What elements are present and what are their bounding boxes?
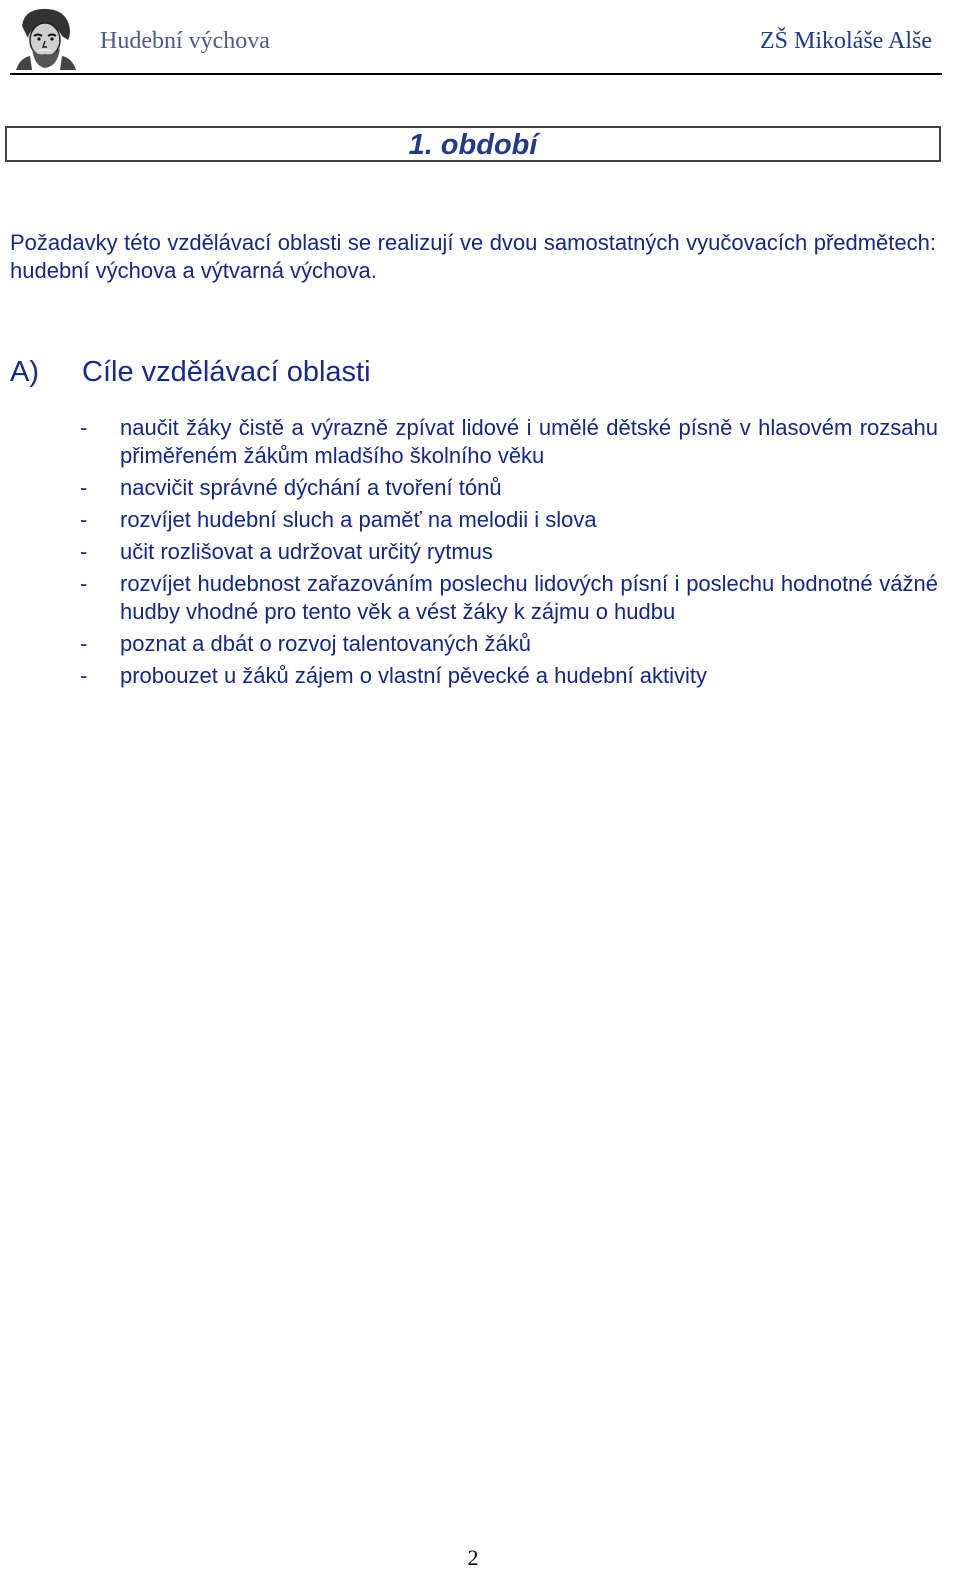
portrait-logo-icon xyxy=(12,4,80,70)
list-item-text: rozvíjet hudebnost zařazováním poslechu lidových písní i poslechu hodnotné vážné hudby vhodné pro tento věk a vést žáky k zájmu o hudbu xyxy=(120,571,938,624)
period-title-box xyxy=(5,126,941,162)
list-item xyxy=(80,662,938,690)
list-item xyxy=(80,506,938,534)
list-item-text: nacvičit správné dýchání a tvoření tónů xyxy=(120,475,502,500)
list-item xyxy=(80,538,938,566)
bullet-dash: - xyxy=(80,475,88,500)
list-item-text: poznat a dbát o rozvoj talentovaných žáků xyxy=(120,631,531,656)
list-item xyxy=(80,630,938,658)
bullet-dash: - xyxy=(80,539,88,564)
list-item-text: rozvíjet hudební sluch a paměť na melodii i slova xyxy=(120,507,597,532)
page-header xyxy=(10,0,942,76)
section-title: Cíle vzdělávací oblasti xyxy=(82,356,371,388)
list-item xyxy=(80,414,938,470)
bullet-dash: - xyxy=(80,631,88,656)
intro-paragraph: Požadavky této vzdělávací oblasti se realizují ve dvou samostatných vyučovacích předmětech: hudební výchova a výtvarná výchova. xyxy=(10,230,936,283)
goals-list xyxy=(80,414,938,694)
list-item-text: naučit žáky čistě a výrazně zpívat lidové i umělé dětské písně v hlasovém rozsahu přiměřeném žákům mladšího školního věku xyxy=(120,415,938,468)
list-item-text: probouzet u žáků zájem o vlastní pěvecké a hudební aktivity xyxy=(120,663,708,688)
bullet-dash: - xyxy=(80,415,88,440)
list-item-text: učit rozlišovat a udržovat určitý rytmus xyxy=(120,539,493,564)
bullet-dash: - xyxy=(80,507,88,532)
list-item xyxy=(80,570,938,626)
header-subject-title: Hudební výchova xyxy=(100,28,270,54)
header-school-name: ZŠ Mikoláše Alše xyxy=(760,28,932,54)
section-heading xyxy=(10,356,371,389)
list-item xyxy=(80,474,938,502)
bullet-dash: - xyxy=(80,663,88,688)
section-letter: A) xyxy=(10,356,39,388)
period-title: 1. období xyxy=(408,129,538,161)
header-divider xyxy=(10,73,942,75)
page-number: 2 xyxy=(467,1545,479,1570)
bullet-dash: - xyxy=(80,571,88,596)
